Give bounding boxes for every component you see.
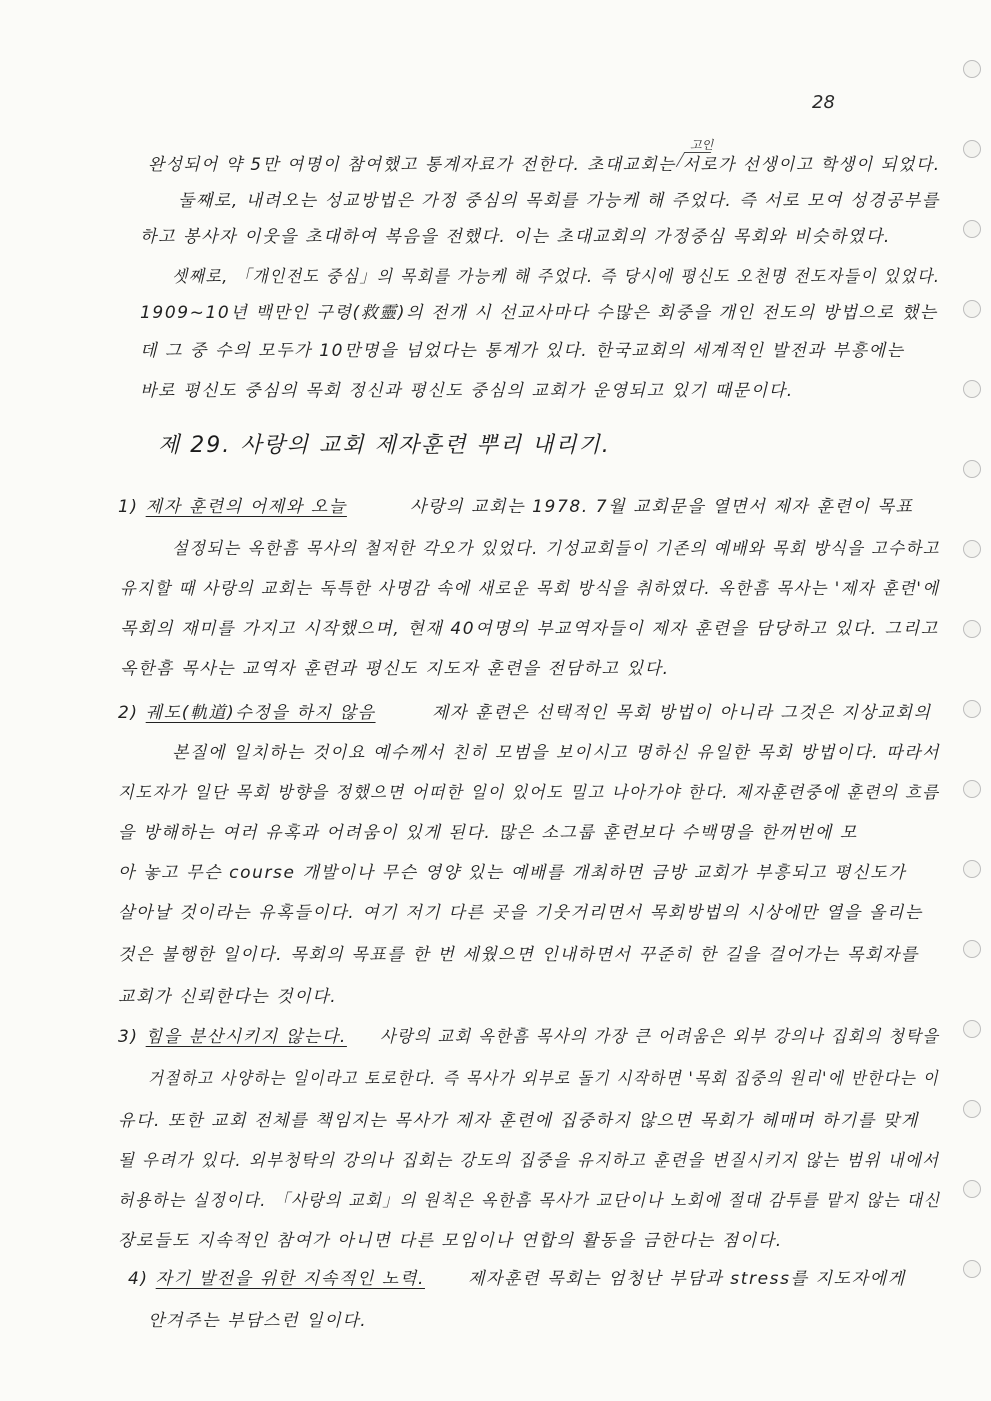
text-line: 장로들도 지속적인 참여가 아니면 다른 모임이나 연합의 활동을 금한다는 점이다. [118, 1231, 783, 1251]
text-line: 둘째로, 내려오는 성교방법은 가정 중심의 목회를 가능케 해 주었다. 즉 서로 모여 성경공부를 [178, 191, 940, 211]
item-number: 4) [128, 1269, 149, 1289]
text-line: 완성되어 약 5만 여명이 참여했고 통계자료가 전한다. 초대교회는 서로가 선생이고 학생이 되었다. [148, 155, 941, 175]
item-title: 자기 발전을 위한 지속적인 노력. [155, 1269, 425, 1289]
binder-hole [963, 700, 981, 718]
text-line: 바로 평신도 중심의 목회 정신과 평신도 중심의 교회가 운영되고 있기 때문이다. [140, 381, 794, 401]
list-item-heading [118, 492, 347, 517]
text-line: 아 놓고 무슨 course 개발이나 무슨 영양 있는 예배를 개최하면 금방 교회가 부흥되고 평신도가 [118, 863, 907, 883]
item-title: 힘을 분산시키지 않는다. [145, 1027, 347, 1047]
item-title: 제자 훈련의 어제와 오늘 [145, 497, 347, 517]
binder-hole [963, 1100, 981, 1118]
text-line: 것은 불행한 일이다. 목회의 목표를 한 번 세웠으면 인내하면서 꾸준히 한 길을 걸어가는 목회자를 [118, 945, 919, 965]
binder-hole [963, 780, 981, 798]
binder-hole [963, 140, 981, 158]
text-line: 을 방해하는 여러 유혹과 어려움이 있게 된다. 많은 소그룹 훈련보다 수백명을 한꺼번에 모 [118, 823, 858, 843]
binder-hole [963, 620, 981, 638]
text-line: 본질에 일치하는 것이요 예수께서 친히 모범을 보이시고 명하신 유일한 목회 방법이다. 따라서 [172, 743, 941, 763]
text-line: 목회의 재미를 가지고 시작했으며, 현재 40여명의 부교역자들이 제자 훈련을 담당하고 있다. 그리고 [120, 619, 939, 639]
item-number: 1) [118, 497, 139, 517]
text-line: 사랑의 교회는 1978. 7월 교회문을 열면서 제자 훈련이 목표 [410, 497, 914, 517]
item-title: 궤도(軌道)수정을 하지 않음 [145, 703, 376, 723]
text-line: 1909~10년 백만인 구령(救靈)의 전개 시 선교사마다 수많은 회중을 개인 전도의 방법으로 했는 [140, 303, 938, 323]
binder-hole [963, 940, 981, 958]
text-line: 될 우려가 있다. 외부청탁의 강의나 집회는 강도의 집중을 유지하고 훈련을 변질시키지 않는 범위 내에서 [118, 1151, 940, 1171]
text-line: 허용하는 실정이다. 「사랑의 교회」의 원칙은 옥한흠 목사가 교단이나 노회에 절대 감투를 맡지 않는 대신 [118, 1191, 941, 1211]
text-line: 사랑의 교회 옥한흠 목사의 가장 큰 어려움은 외부 강의나 집회의 청탁을 [380, 1027, 940, 1047]
binder-hole [963, 860, 981, 878]
binder-holes [951, 60, 991, 1360]
text-line: 셋째로, 「개인전도 중심」의 목회를 가능케 해 주었다. 즉 당시에 평신도 오천명 전도자들이 있었다. [172, 267, 941, 287]
text-line: 제자훈련 목회는 엄청난 부담과 stress를 지도자에게 [468, 1269, 906, 1289]
text-line: 옥한흠 목사는 교역자 훈련과 평신도 지도자 훈련을 전담하고 있다. [120, 659, 670, 679]
binder-hole [963, 1180, 981, 1198]
list-item-heading [128, 1264, 425, 1289]
text-line: 유지할 때 사랑의 교회는 독특한 사명감 속에 새로운 목회 방식을 취하였다. 옥한흠 목사는 '제자 훈련'에 [120, 579, 940, 599]
binder-hole [963, 1260, 981, 1278]
binder-hole [963, 60, 981, 78]
item-number: 3) [118, 1027, 139, 1047]
text-line: 지도자가 일단 목회 방향을 정했으면 어떠한 일이 있어도 밀고 나아가야 한다. 제자훈련중에 훈련의 흐름 [118, 783, 940, 803]
binder-hole [963, 220, 981, 238]
text-line: 설정되는 옥한흠 목사의 철저한 각오가 있었다. 기성교회들이 기존의 예배와 목회 방식을 고수하고 [172, 539, 940, 559]
binder-hole [963, 380, 981, 398]
binder-hole [963, 460, 981, 478]
text-line: 제자 훈련은 선택적인 목회 방법이 아니라 그것은 지상교회의 [432, 703, 932, 723]
insert-note: 고인 [690, 138, 714, 152]
text-line: 거절하고 사양하는 일이라고 토로한다. 즉 목사가 외부로 돌기 시작하면 '목회 집중의 원리'에 반한다는 이 [148, 1069, 940, 1089]
chapter-heading: 제 29. 사랑의 교회 제자훈련 뿌리 내리기. [158, 433, 611, 458]
list-item-heading [118, 698, 376, 723]
text-line: 하고 봉사자 이웃을 초대하여 복음을 전했다. 이는 초대교회의 가정중심 목회와 비슷하였다. [140, 227, 891, 247]
item-number: 2) [118, 703, 139, 723]
text-line: 교회가 신뢰한다는 것이다. [118, 987, 338, 1007]
binder-hole [963, 300, 981, 318]
binder-hole [963, 540, 981, 558]
text-line: 유다. 또한 교회 전체를 책임지는 목사가 제자 훈련에 집중하지 않으면 목회가 헤매며 하기를 맞게 [118, 1111, 919, 1131]
list-item-heading [118, 1022, 347, 1047]
text-line: 데 그 중 수의 모두가 10만명을 넘었다는 통계가 있다. 한국교회의 세계적인 발전과 부흥에는 [140, 341, 905, 361]
text-line: 안겨주는 부담스런 일이다. [148, 1311, 368, 1331]
text-line: 살아날 것이라는 유혹들이다. 여기 저기 다른 곳을 기웃거리면서 목회방법의 시상에만 열을 올리는 [118, 903, 923, 923]
page-number: 28 [812, 92, 835, 113]
binder-hole [963, 1020, 981, 1038]
